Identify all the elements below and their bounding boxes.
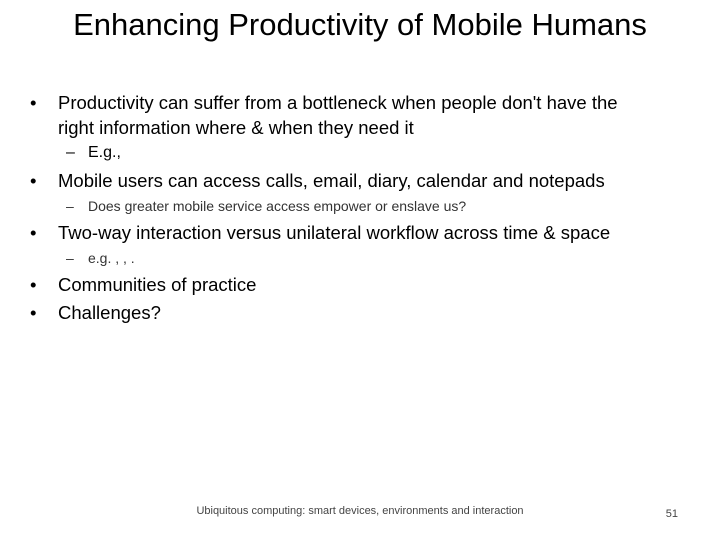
bullet-marker: • xyxy=(30,222,37,243)
slide-footer: Ubiquitous computing: smart devices, environments and interaction xyxy=(196,505,524,517)
sub-bullet-text: Does greater mobile service access empower or enslave us? xyxy=(88,198,467,214)
bullet-text: Challenges? xyxy=(58,302,161,323)
sub-bullet-text: E.g., xyxy=(88,144,121,161)
slide-title: Enhancing Productivity of Mobile Humans xyxy=(73,7,647,42)
slide-number: 51 xyxy=(665,508,678,520)
sub-bullet-text: e.g. , , . xyxy=(88,250,135,266)
bullet-text: Communities of practice xyxy=(58,274,257,295)
sub-bullet-marker: – xyxy=(66,198,74,214)
bullet-marker: • xyxy=(30,170,37,191)
bullet-marker: • xyxy=(30,274,37,295)
bullet-text-line: Productivity can suffer from a bottleneck when people don't have the xyxy=(58,92,618,113)
bullet-text xyxy=(58,90,618,140)
bullet-marker: • xyxy=(30,92,37,113)
sub-bullet-marker: – xyxy=(66,144,75,161)
sub-bullet-marker: – xyxy=(66,250,74,266)
bullet-marker: • xyxy=(30,302,37,323)
bullet-text: Two-way interaction versus unilateral workflow across time & space xyxy=(58,222,611,243)
bullet-text-line: right information where & when they need it xyxy=(58,117,414,138)
bullet-text: Mobile users can access calls, email, diary, calendar and notepads xyxy=(58,170,605,191)
